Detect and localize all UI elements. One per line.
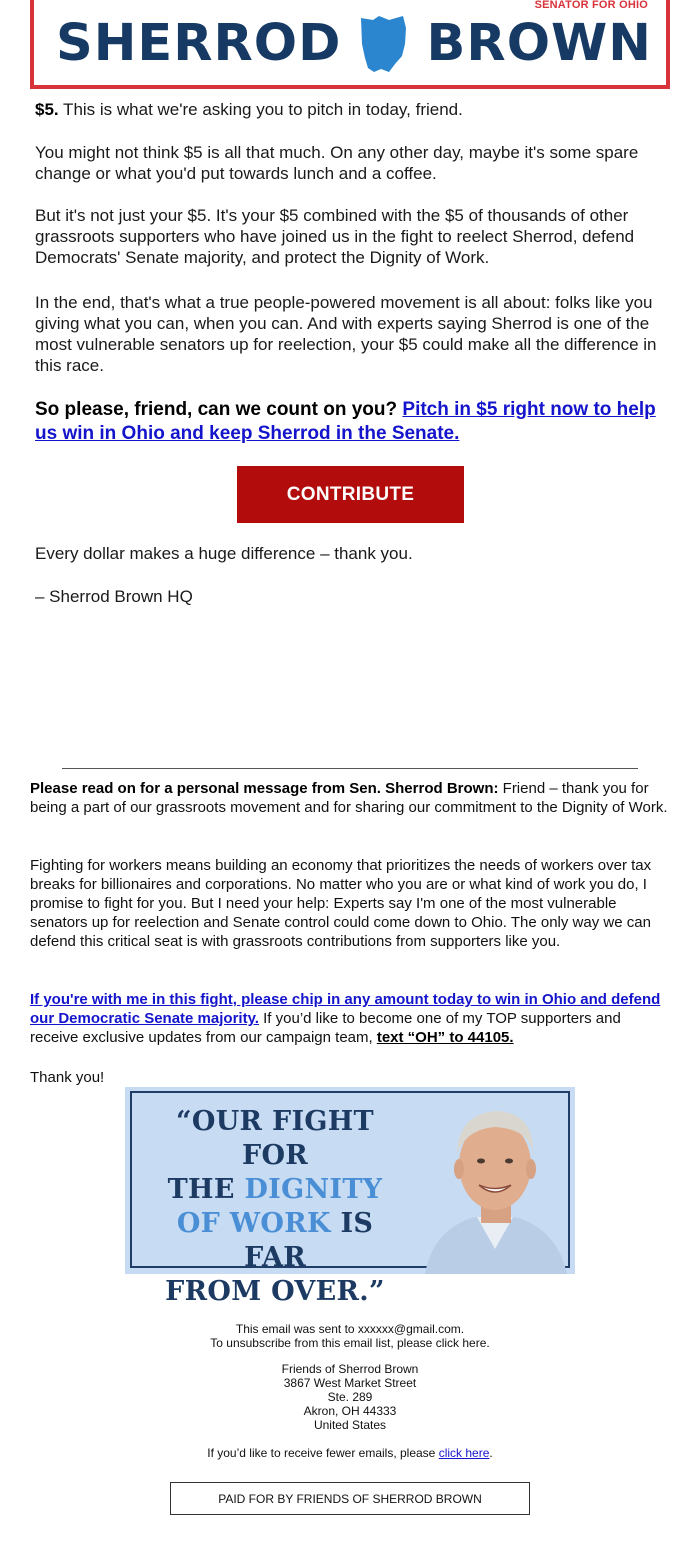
fewer-emails-end: . xyxy=(489,1446,493,1460)
personal-thank-you: Thank you! xyxy=(30,1069,105,1086)
ohio-state-icon xyxy=(359,14,409,74)
section-divider xyxy=(62,768,638,769)
fewer-emails-text: If you’d like to receive fewer emails, please xyxy=(207,1446,439,1460)
personal-paragraph-workers: Fighting for workers means building an economy that prioritizes the needs of workers over tax breaks for billionaires and corporations. No matter who you are or what kind of work you do, I promise to fight for you. But I need your help: Experts say I'm one of the most vulnerable senators up for reelection and Senate control could come down to Ohio. The only way we can defend this critical seat is with grassroots contributions from supporters like you. xyxy=(30,857,652,950)
fewer-emails-link[interactable]: click here xyxy=(438,1446,490,1460)
personal-lead-text: Friend – thank you for being a part of our grassroots movement and for sharing our commitment to the Dignity of Work. xyxy=(30,780,668,816)
footer-country: United States xyxy=(313,1418,387,1432)
intro-paragraph xyxy=(35,99,667,120)
thanks-line: Every dollar makes a huge difference – thank you. xyxy=(35,544,413,563)
personal-paragraph-ask xyxy=(30,990,672,1047)
quote-line-3 xyxy=(145,1207,405,1275)
logo-first-name: SHERROD xyxy=(56,14,342,73)
campaign-logo xyxy=(30,0,670,89)
paragraph-movement: In the end, that's what a true people-powered movement is all about: folks like you giving what you can, when you can. And with experts saying Sherrod is one of the most vulnerable senators up for reelection, your $5 could make all the difference in this race. xyxy=(35,293,657,375)
quote-line-1: “OUR FIGHT FOR xyxy=(176,1106,374,1171)
personal-message-lead xyxy=(30,779,672,817)
logo-wordmark xyxy=(56,14,652,74)
chip-in-link[interactable]: If you're with me in this fight, please chip in any amount today to win in Ohio and defend our Democratic Senate majority. xyxy=(30,991,661,1027)
senator-portrait xyxy=(415,1089,575,1274)
banner-quote xyxy=(145,1105,405,1309)
paragraph-spare-change: You might not think $5 is all that much. On any other day, maybe it's some spare change or what you'd put towards lunch and a coffee. xyxy=(35,143,639,183)
footer-org: Friends of Sherrod Brown xyxy=(281,1362,419,1376)
quote-the: THE xyxy=(167,1174,245,1205)
contribute-button[interactable]: CONTRIBUTE xyxy=(237,466,464,523)
paragraph-grassroots: But it's not just your $5. It's your $5 combined with the $5 of thousands of other grassroots supporters who have joined us in the fight to reelect Sherrod, defend Democrats' Senate majority, and protect the Dignity of Work. xyxy=(35,206,635,267)
quote-dignity: DIGNITY xyxy=(244,1174,383,1205)
quote-of-work: OF WORK xyxy=(176,1208,331,1239)
quote-line-4: FROM OVER.” xyxy=(165,1276,385,1307)
footer-fewer-emails xyxy=(0,1446,700,1460)
intro-text: This is what we're asking you to pitch in today, friend. xyxy=(58,100,463,119)
footer-street: 3867 West Market Street xyxy=(283,1376,417,1390)
footer-unsubscribe-link[interactable]: To unsubscribe from this email list, please click here. xyxy=(210,1336,490,1350)
logo-tagline: SENATOR FOR OHIO xyxy=(534,0,648,11)
sms-signup-link[interactable]: text “OH” to 44105. xyxy=(376,1029,514,1046)
paid-for-disclaimer: PAID FOR BY FRIENDS OF SHERROD BROWN xyxy=(170,1482,530,1515)
pitch-in-link[interactable]: Pitch in $5 right now to help us win in Ohio and keep Sherrod in the Senate. xyxy=(35,399,656,444)
personal-lead-bold: Please read on for a personal message from Sen. Sherrod Brown: xyxy=(30,780,499,797)
footer-suite: Ste. 289 xyxy=(327,1390,373,1404)
footer-sent-to: This email was sent to xxxxxx@gmail.com. xyxy=(235,1322,465,1336)
ask-text: So please, friend, can we count on you? xyxy=(35,399,403,420)
donation-ask xyxy=(35,398,667,446)
personal-ask-text: If you’d like to become one of my TOP supporters and receive exclusive updates from our campaign team, xyxy=(30,1010,621,1046)
intro-amount: $5. xyxy=(35,100,59,119)
logo-last-name: BROWN xyxy=(426,14,652,73)
footer-city: Akron, OH 44333 xyxy=(303,1404,397,1418)
quote-line-2 xyxy=(145,1173,405,1207)
signoff: – Sherrod Brown HQ xyxy=(35,587,193,606)
quote-is-far: IS FAR xyxy=(244,1208,374,1273)
dignity-of-work-banner[interactable] xyxy=(125,1087,575,1307)
